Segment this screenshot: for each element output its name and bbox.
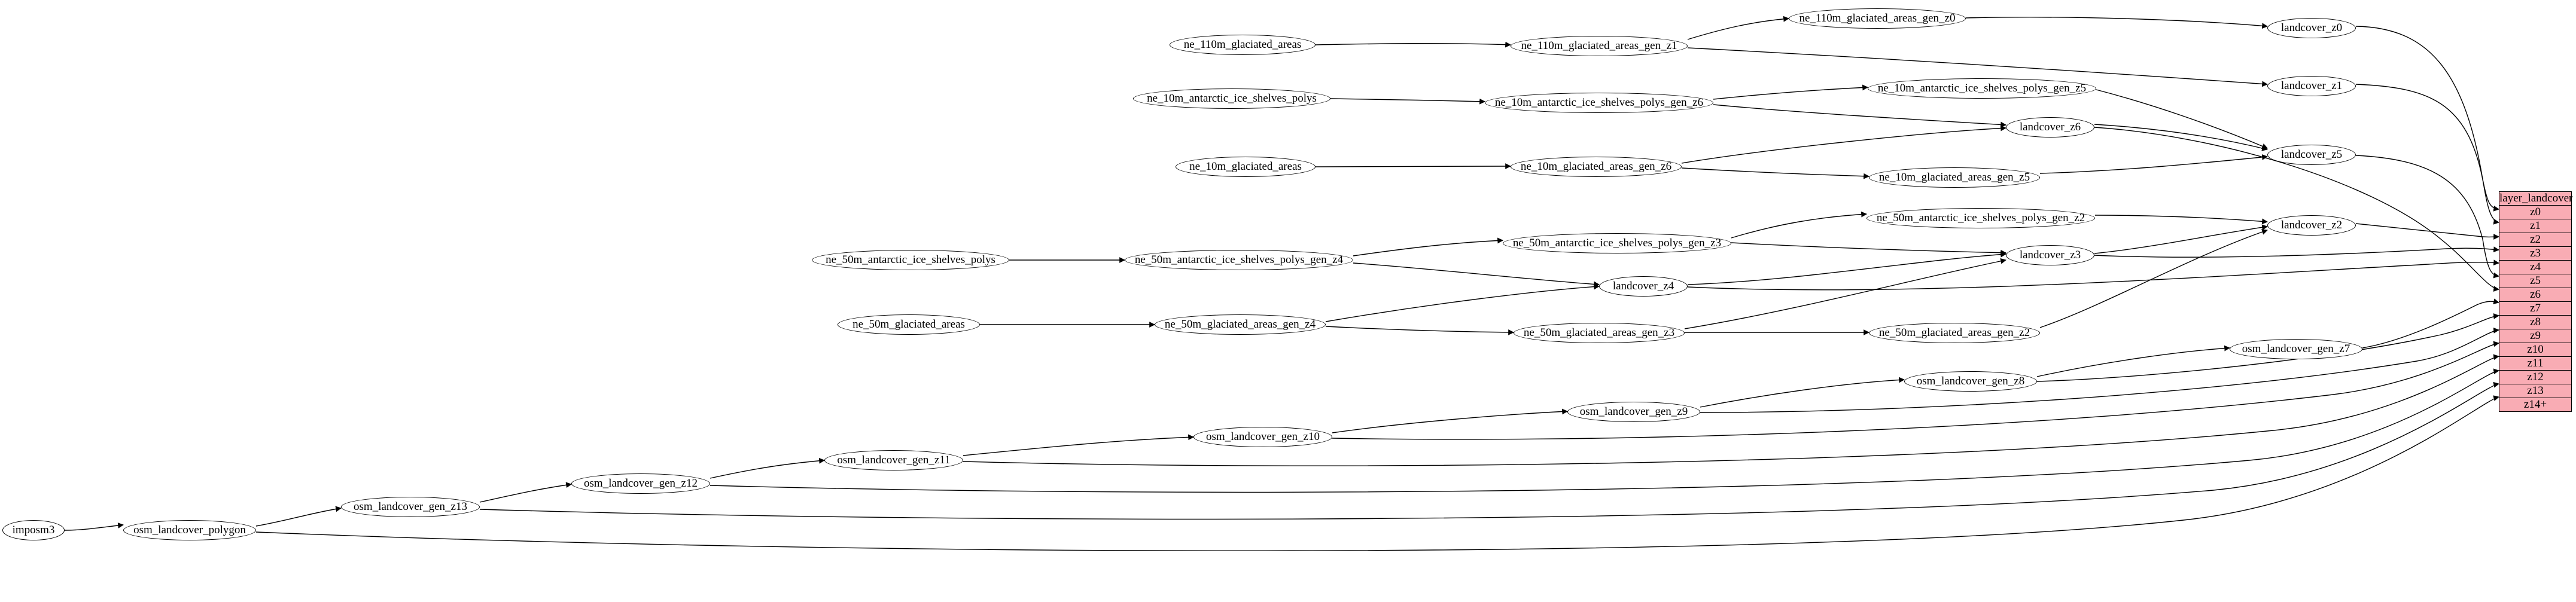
- legend-row-z2: z2: [2499, 233, 2571, 247]
- graph-node[interactable]: [571, 473, 710, 494]
- node-label: landcover_z0: [2280, 22, 2343, 34]
- graph-node[interactable]: [1868, 78, 2096, 99]
- node-label: landcover_z2: [2280, 219, 2343, 231]
- graph-node[interactable]: [1170, 35, 1316, 55]
- graph-node[interactable]: [1514, 323, 1685, 343]
- graph-node[interactable]: [1125, 250, 1353, 270]
- graph-node[interactable]: [2267, 215, 2356, 236]
- legend-row-z7: z7: [2499, 302, 2571, 316]
- graph-node[interactable]: [1866, 208, 2095, 228]
- legend-row-z14plus: z14+: [2499, 398, 2571, 411]
- graph-node[interactable]: [2, 520, 65, 540]
- node-label: ne_10m_antarctic_ice_shelves_polys_gen_z6: [1494, 96, 1704, 109]
- legend-row-z5: z5: [2499, 274, 2571, 288]
- graph-node[interactable]: [2006, 117, 2094, 137]
- graph-node[interactable]: [1155, 314, 1326, 335]
- node-label: osm_landcover_polygon: [133, 524, 246, 536]
- graph-node[interactable]: [2267, 76, 2356, 96]
- node-label: landcover_z4: [1612, 280, 1674, 292]
- node-label: osm_landcover_gen_z13: [354, 500, 467, 513]
- graph-node[interactable]: [1599, 276, 1688, 297]
- graph-node[interactable]: [2267, 18, 2356, 38]
- node-label: osm_landcover_gen_z8: [1916, 375, 2025, 387]
- node-label: ne_110m_glaciated_areas_gen_z0: [1799, 12, 1956, 25]
- node-label: ne_10m_glaciated_areas_gen_z6: [1520, 160, 1672, 173]
- graph-node[interactable]: [1511, 36, 1688, 56]
- legend-row-z9: z9: [2499, 329, 2571, 343]
- graph-node[interactable]: [1869, 323, 2040, 343]
- node-label: imposm3: [12, 524, 55, 536]
- graph-node[interactable]: [1511, 157, 1682, 177]
- node-label: ne_50m_antarctic_ice_shelves_polys_gen_z4: [1134, 253, 1344, 266]
- graph-node[interactable]: [824, 450, 963, 470]
- node-label: ne_110m_glaciated_areas: [1183, 38, 1302, 51]
- node-label: ne_50m_glaciated_areas_gen_z4: [1164, 318, 1316, 331]
- node-label: ne_10m_antarctic_ice_shelves_polys: [1147, 92, 1317, 105]
- legend-title: layer_landcover: [2499, 192, 2573, 204]
- node-label: osm_landcover_gen_z11: [837, 454, 951, 466]
- legend-row-z0: z0: [2499, 206, 2571, 219]
- legend-row-z12: z12: [2499, 371, 2571, 384]
- graph-node[interactable]: [1904, 371, 2037, 392]
- node-label: ne_50m_antarctic_ice_shelves_polys_gen_z2: [1876, 212, 2085, 224]
- legend-row-z4: z4: [2499, 261, 2571, 274]
- legend-row-z11: z11: [2499, 357, 2571, 371]
- graph-node[interactable]: [2230, 339, 2362, 359]
- graph-node[interactable]: [1176, 157, 1316, 177]
- graph-node[interactable]: [2267, 145, 2356, 165]
- legend-layer-landcover: [2499, 191, 2572, 412]
- node-label: osm_landcover_gen_z10: [1206, 430, 1320, 443]
- node-label: landcover_z6: [2019, 121, 2081, 133]
- graph-node[interactable]: [1485, 93, 1713, 113]
- node-label: ne_50m_glaciated_areas_gen_z3: [1523, 326, 1675, 339]
- node-label: ne_50m_glaciated_areas_gen_z2: [1878, 326, 2030, 339]
- node-label: osm_landcover_gen_z12: [584, 477, 698, 490]
- graph-node[interactable]: [2006, 245, 2094, 265]
- graph-node[interactable]: [1789, 8, 1966, 29]
- legend-row-z8: z8: [2499, 316, 2571, 329]
- legend-row-z13: z13: [2499, 384, 2571, 398]
- graph-node[interactable]: [1133, 88, 1330, 109]
- legend-row-z3: z3: [2499, 247, 2571, 261]
- node-label: landcover_z3: [2019, 249, 2081, 261]
- graph-node[interactable]: [1193, 427, 1332, 447]
- graph-node[interactable]: [341, 497, 480, 517]
- node-label: ne_50m_glaciated_areas: [852, 318, 965, 331]
- graph-node[interactable]: [838, 314, 980, 335]
- graph-node[interactable]: [812, 250, 1009, 270]
- graph-node[interactable]: [123, 520, 256, 540]
- node-label: ne_10m_glaciated_areas_gen_z5: [1878, 171, 2030, 184]
- node-label: ne_50m_antarctic_ice_shelves_polys: [826, 253, 995, 266]
- graph-node[interactable]: [1567, 402, 1700, 422]
- node-label: ne_10m_antarctic_ice_shelves_polys_gen_z5: [1877, 82, 2087, 94]
- graph-node[interactable]: [1503, 233, 1731, 253]
- node-label: ne_10m_glaciated_areas: [1189, 160, 1302, 173]
- legend-row-z1: z1: [2499, 219, 2571, 233]
- node-label: ne_50m_antarctic_ice_shelves_polys_gen_z3: [1512, 237, 1722, 249]
- node-label: ne_110m_glaciated_areas_gen_z1: [1521, 39, 1677, 52]
- legend-row-z10: z10: [2499, 343, 2571, 357]
- node-label: landcover_z5: [2280, 148, 2343, 161]
- node-label: osm_landcover_gen_z7: [2242, 343, 2350, 355]
- node-label: osm_landcover_gen_z9: [1579, 405, 1688, 418]
- legend-row-z6: z6: [2499, 288, 2571, 302]
- node-label: landcover_z1: [2280, 80, 2343, 92]
- graph-node[interactable]: [1869, 167, 2040, 188]
